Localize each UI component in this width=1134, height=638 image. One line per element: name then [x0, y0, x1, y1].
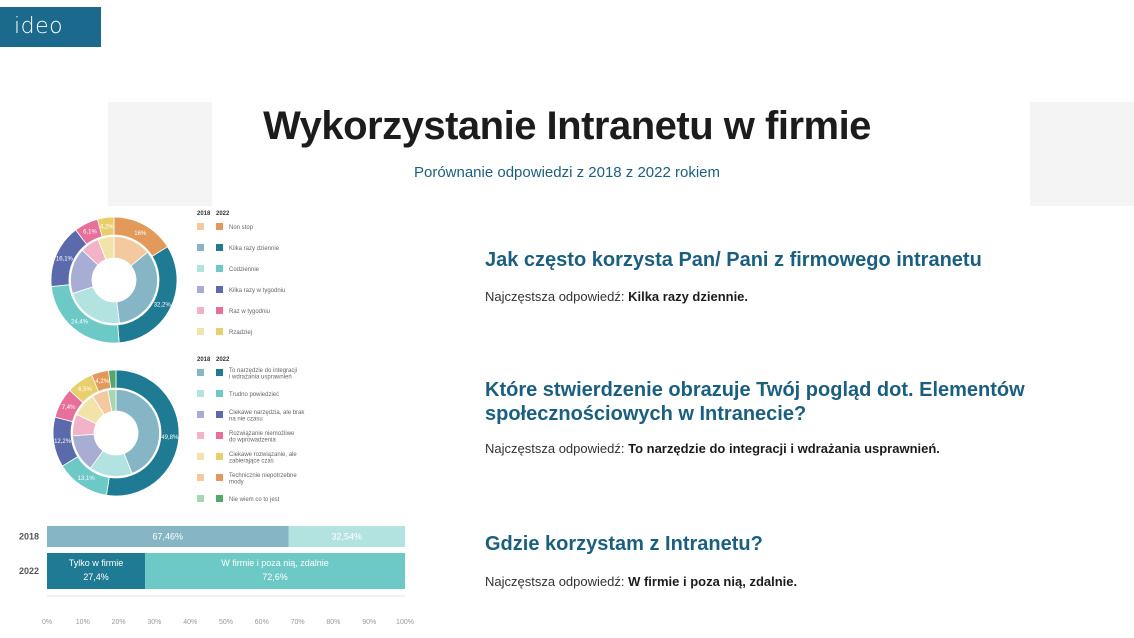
- x-tick-label: 10%: [75, 619, 90, 626]
- legend-label: Non stop: [229, 225, 254, 231]
- legend-swatch-2018: [197, 411, 204, 418]
- donut-data-label: 4,2%: [95, 378, 110, 385]
- legend-swatch-2022: [216, 369, 223, 376]
- x-tick-label: 60%: [254, 619, 269, 626]
- legend-swatch-2018: [197, 474, 204, 481]
- bar-series-label: Tylko w firmie: [68, 558, 124, 568]
- answer-2: [485, 441, 940, 456]
- legend-year-2018: 2018: [197, 211, 211, 217]
- bar-row-label: 2018: [18, 531, 39, 542]
- legend-swatch-2018: [197, 453, 204, 460]
- x-tick-label: 90%: [362, 619, 377, 626]
- legend-label: Codziennie: [229, 267, 260, 273]
- x-tick-label: 0%: [41, 619, 53, 626]
- legend-label: Trudno powiedzieć: [229, 392, 280, 398]
- legend-swatch-2018: [197, 369, 204, 376]
- donut-data-label: 13,1%: [77, 476, 95, 483]
- legend-label: Technicznie niepotrzebne mody: [229, 473, 297, 486]
- donut-data-label: 32,2%: [153, 302, 171, 309]
- bar-row-label: 2022: [18, 566, 39, 576]
- social-elements-donut-chart: [40, 352, 320, 508]
- bar-series-label: W firmie i poza nią, zdalnie: [221, 558, 329, 568]
- x-tick-label: 80%: [326, 619, 341, 626]
- answer-1: [485, 289, 748, 304]
- bar-data-label: 32,54%: [331, 531, 363, 542]
- x-tick-label: 50%: [218, 619, 234, 626]
- legend-swatch-2022: [216, 328, 223, 335]
- donut-data-label: 24,4%: [71, 319, 89, 326]
- legend-swatch-2022: [216, 411, 223, 418]
- legend-year-2022: 2022: [216, 357, 230, 363]
- legend-swatch-2018: [197, 307, 204, 314]
- question-1: Jak często korzysta Pan/ Pani z firmowego intranetu: [485, 249, 982, 271]
- donut-data-label: 16,1%: [55, 256, 73, 263]
- ideo-logo: ideo: [0, 7, 101, 47]
- legend-label: Rozwiązanie niemożliwe do wprowadzenia: [229, 431, 295, 444]
- answer-3: [485, 574, 797, 589]
- legend-swatch-2018: [197, 244, 204, 251]
- donut-data-label: 6,5%: [78, 386, 92, 393]
- donut-data-label: 16%: [134, 230, 147, 237]
- x-tick-label: 20%: [111, 619, 126, 626]
- page-title: Wykorzystanie Intranetu w firmie: [263, 104, 871, 148]
- legend-swatch-2022: [216, 495, 223, 502]
- legend-label: Kilka razy dziennie: [229, 246, 280, 252]
- legend-swatch-2018: [197, 328, 204, 335]
- legend-label: Ciekawe narzędzia, ale brak na nie czasu: [229, 410, 305, 423]
- legend-year-2022: 2022: [216, 211, 230, 217]
- answer-1-value: Kilka razy dziennie.: [628, 289, 749, 304]
- legend-swatch-2018: [197, 432, 204, 439]
- legend-swatch-2018: [197, 223, 204, 230]
- legend-swatch-2022: [216, 390, 223, 397]
- legend-label: Ciekawe rozwiązanie, ale zabierające czas: [229, 452, 297, 465]
- answer-1-prefix: Najczęstsza odpowiedź:: [485, 289, 625, 304]
- donut-data-label: 4,2%: [99, 224, 114, 231]
- legend-swatch-2022: [216, 265, 223, 272]
- question-2: Które stwierdzenie obrazuje Twój pogląd dot. Elementów społecznościowych w Intranecie?: [485, 379, 1025, 425]
- legend-label: Kilka razy w tygodniu: [229, 288, 286, 294]
- page-subtitle: Porównanie odpowiedzi z 2018 z 2022 rokiem: [413, 164, 721, 181]
- donut-data-label: 49,8%: [161, 435, 179, 442]
- question-3: Gdzie korzystam z Intranetu?: [485, 533, 763, 555]
- frequency-donut-chart: [40, 206, 300, 354]
- donut-data-label: 7,4%: [61, 405, 76, 412]
- x-tick-label: 70%: [290, 619, 305, 626]
- bar-data-label: 67,46%: [152, 531, 184, 542]
- legend-label: Nie wiem co to jest: [229, 497, 280, 503]
- bar-data-label: 72,6%: [262, 572, 288, 582]
- answer-3-prefix: Najczęstsza odpowiedź:: [485, 574, 625, 589]
- legend-swatch-2022: [216, 244, 223, 251]
- legend-year-2018: 2018: [197, 357, 211, 363]
- legend-swatch-2022: [216, 307, 223, 314]
- legend-swatch-2022: [216, 432, 223, 439]
- legend-swatch-2022: [216, 474, 223, 481]
- donut-data-label: 6,1%: [83, 229, 97, 236]
- legend-swatch-2018: [197, 390, 204, 397]
- legend-swatch-2018: [197, 265, 204, 272]
- x-tick-label: 100%: [396, 619, 414, 626]
- legend-label: Rzadziej: [229, 330, 253, 336]
- answer-2-prefix: Najczęstsza odpowiedź:: [485, 441, 625, 456]
- legend-swatch-2018: [197, 495, 204, 502]
- donut-data-label: 12,2%: [54, 439, 72, 446]
- legend-label: To narzędzie do integracji i wdrażania usprawnień: [229, 368, 298, 381]
- x-tick-label: 40%: [183, 619, 198, 626]
- legend-swatch-2022: [216, 223, 223, 230]
- answer-2-value: To narzędzie do integracji i wdrażania usprawnień.: [628, 441, 940, 456]
- x-tick-label: 30%: [147, 619, 162, 626]
- usage-location-bar-chart: [0, 520, 430, 632]
- legend-swatch-2022: [216, 453, 223, 460]
- legend-swatch-2018: [197, 286, 204, 293]
- legend-swatch-2022: [216, 286, 223, 293]
- legend-label: Raz w tygodniu: [229, 309, 271, 315]
- bar-data-label: 27,4%: [83, 572, 109, 582]
- answer-3-value: W firmie i poza nią, zdalnie.: [628, 574, 798, 589]
